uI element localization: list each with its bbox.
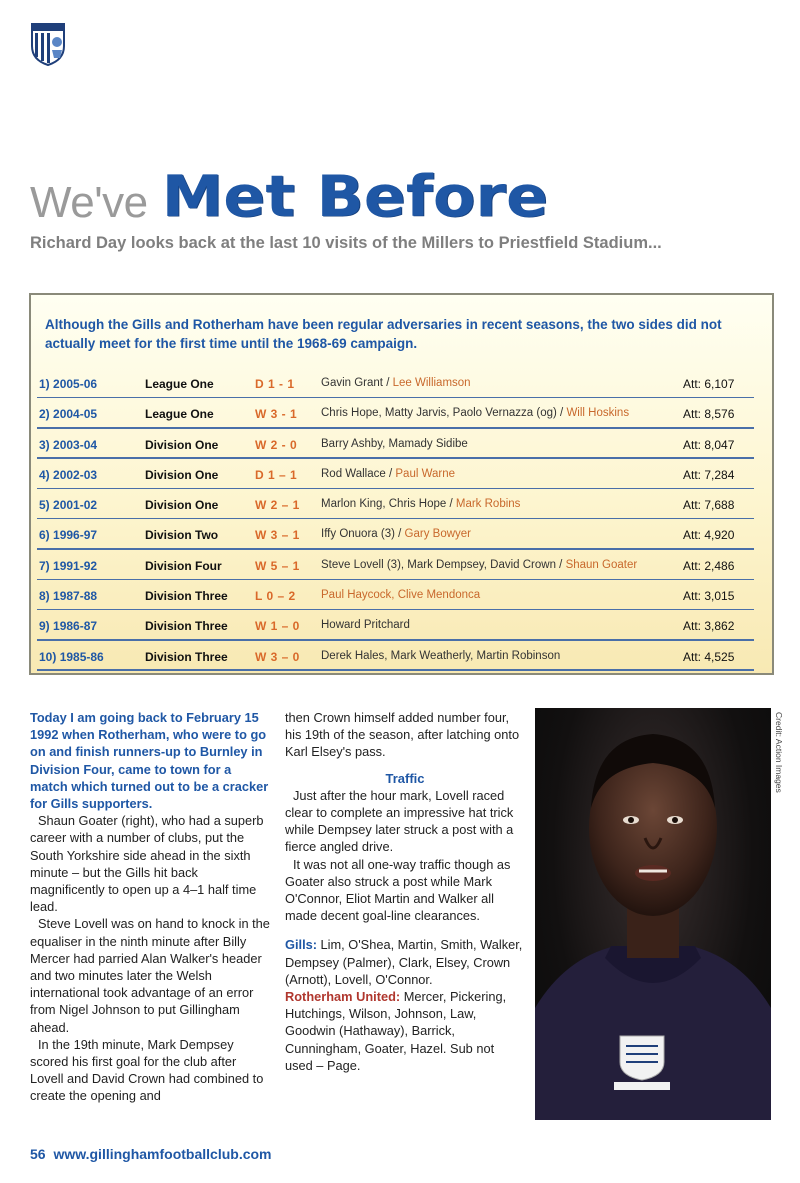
row-divider bbox=[37, 427, 754, 429]
match-row bbox=[31, 524, 772, 554]
gills-scorers: Derek Hales, Mark Weatherly, Martin Robinson bbox=[321, 649, 561, 662]
opponent-scorers: Mark Robins bbox=[455, 498, 521, 511]
match-scorers: Iffy Onuora (3) / Gary Bowyer bbox=[321, 528, 471, 541]
match-competition: Division One bbox=[145, 437, 219, 452]
match-season-text: 2005-06 bbox=[53, 377, 98, 391]
match-season bbox=[39, 650, 104, 664]
match-season bbox=[39, 377, 97, 391]
match-season bbox=[39, 438, 97, 452]
match-number: 5) bbox=[39, 498, 50, 513]
page-subtitle: Richard Day looks back at the last 10 visits of the Millers to Priestfield Stadium... bbox=[30, 234, 662, 252]
gills-scorers: Iffy Onuora (3) bbox=[321, 528, 395, 541]
match-competition: Division Two bbox=[145, 528, 219, 543]
match-number: 6) bbox=[39, 528, 50, 543]
article-column-1 bbox=[30, 709, 270, 1105]
match-number: 3) bbox=[39, 437, 50, 452]
match-attendance: Att: 3,862 bbox=[683, 619, 735, 634]
article-paragraph: then Crown himself added number four, his 19th of the season, after latching onto Karl Elsey's pass. bbox=[285, 710, 520, 760]
match-season bbox=[39, 528, 97, 542]
match-season-text: 2002-03 bbox=[53, 467, 98, 482]
match-result: L 0 – 2 bbox=[255, 589, 296, 604]
match-attendance: Att: 4,525 bbox=[683, 649, 735, 664]
gills-scorers: Chris Hope, Matty Jarvis, Paolo Vernazza (og) bbox=[321, 407, 557, 420]
page-number: 56 bbox=[30, 1146, 46, 1162]
gills-label: Gills: bbox=[285, 937, 317, 953]
match-row bbox=[31, 555, 772, 585]
results-list bbox=[31, 373, 772, 676]
match-result: D 1 – 1 bbox=[255, 467, 298, 482]
match-scorers bbox=[321, 438, 468, 450]
match-competition: League One bbox=[145, 377, 214, 391]
match-scorers: Chris Hope, Matty Jarvis, Paolo Vernazza (og) / Will Hoskins bbox=[321, 407, 630, 420]
match-attendance: Att: 7,688 bbox=[683, 498, 735, 513]
match-row bbox=[31, 434, 772, 464]
match-competition: Division Three bbox=[145, 649, 228, 664]
match-number: 7) bbox=[39, 558, 50, 573]
match-attendance: Att: 8,047 bbox=[683, 437, 735, 452]
player-photo bbox=[535, 708, 771, 1120]
page-footer bbox=[30, 1146, 272, 1162]
match-attendance: Att: 7,284 bbox=[683, 467, 735, 482]
match-competition: League One bbox=[145, 407, 214, 422]
match-season-text: 2003-04 bbox=[53, 437, 98, 452]
article-paragraph: Just after the hour mark, Lovell raced clear to complete an impressive hat trick while Dempsey later struck a post with a fierce angled drive. bbox=[285, 787, 514, 855]
photo-credit: Credit: Action Images bbox=[774, 712, 784, 793]
match-result: W 2 - 0 bbox=[255, 437, 298, 452]
article-paragraph: In the 19th minute, Mark Dempsey scored his first goal for the club after Lovell and David Crown had combined to create the opening and bbox=[30, 1036, 264, 1104]
match-attendance: Att: 3,015 bbox=[683, 589, 735, 604]
match-season bbox=[39, 559, 97, 573]
match-season bbox=[39, 589, 97, 603]
match-row bbox=[31, 585, 772, 615]
match-season bbox=[39, 619, 97, 633]
match-competition: Division Three bbox=[145, 619, 228, 634]
page-title bbox=[30, 145, 549, 230]
results-box bbox=[29, 293, 774, 675]
match-row bbox=[31, 464, 772, 494]
match-scorers bbox=[321, 650, 560, 662]
match-number: 8) bbox=[39, 589, 50, 604]
row-divider bbox=[37, 579, 754, 581]
box-intro: Although the Gills and Rotherham have been regular adversaries in recent seasons, the two sides did not actually meet for the first time until the 1968-69 campaign. bbox=[45, 317, 722, 351]
match-attendance: Att: 2,486 bbox=[683, 558, 735, 573]
match-row bbox=[31, 494, 772, 524]
gills-scorers: Gavin Grant bbox=[321, 377, 383, 389]
title-bold: Met Before bbox=[161, 162, 549, 230]
match-attendance: Att: 6,107 bbox=[683, 377, 735, 391]
match-season-text: 2004-05 bbox=[53, 407, 98, 422]
row-divider bbox=[37, 548, 754, 550]
gills-scorers: Rod Wallace bbox=[321, 467, 386, 480]
row-divider bbox=[37, 669, 754, 671]
match-row bbox=[31, 403, 772, 433]
gills-scorers: Marlon King, Chris Hope bbox=[321, 498, 447, 511]
match-row bbox=[31, 646, 772, 676]
match-attendance: Att: 8,576 bbox=[683, 407, 735, 422]
match-result: W 3 - 1 bbox=[255, 407, 298, 422]
opponent-scorers: Gary Bowyer bbox=[404, 528, 471, 541]
match-scorers bbox=[321, 619, 410, 631]
article-paragraph: Shaun Goater (right), who had a superb career with a number of clubs, put the South Yorkshire side ahead in the sixth minute – but the Gills hit back magnificently to open up a 4–1 half time lead. bbox=[30, 813, 264, 915]
match-season bbox=[39, 468, 97, 482]
match-row bbox=[31, 373, 772, 403]
rotherham-team: Mercer, Pickering, Hutchings, Wilson, Johnson, Law, Goodwin (Hathaway), Barrick, Cunningham, Goater, Hazel. Sub not used – Page. bbox=[285, 989, 507, 1073]
match-scorers: Marlon King, Chris Hope / Mark Robins bbox=[321, 498, 521, 511]
match-competition: Division One bbox=[145, 498, 219, 513]
match-attendance: Att: 4,920 bbox=[683, 528, 735, 543]
opponent-scorers: Lee Williamson bbox=[392, 377, 471, 389]
article-paragraph: Steve Lovell was on hand to knock in the equaliser in the ninth minute after Billy Mercer had parried Alan Walker's header and two minutes later the Welsh international took advantage of an error from Nigel Johnson to put Gillingham ahead. bbox=[30, 916, 270, 1035]
match-season-text: 1996-97 bbox=[53, 528, 98, 543]
gills-scorers: Steve Lovell (3), Mark Dempsey, David Crown bbox=[321, 558, 556, 571]
article-lead: Today I am going back to February 15 1992 when Rotherham, who were to go on and finish runners-up to Burnley in Division Four, came to town for a match which turned out to be a cracker for Gills supporters. bbox=[30, 710, 269, 812]
rotherham-label: Rotherham United: bbox=[285, 989, 401, 1005]
match-scorers: Gavin Grant / Lee Williamson bbox=[321, 377, 471, 389]
row-divider bbox=[37, 397, 754, 399]
row-divider bbox=[37, 518, 754, 520]
match-season-text: 1991-92 bbox=[53, 558, 98, 573]
match-scorers: Rod Wallace / Paul Warne bbox=[321, 467, 456, 480]
row-divider bbox=[37, 488, 754, 490]
match-season-text: 1987-88 bbox=[53, 589, 98, 604]
match-season bbox=[39, 407, 97, 421]
article-column-2 bbox=[285, 709, 525, 1074]
match-number: 9) bbox=[39, 619, 50, 634]
match-season-text: 2001-02 bbox=[53, 498, 98, 513]
gills-lineup bbox=[285, 936, 525, 988]
match-result: D 1 - 1 bbox=[255, 377, 295, 391]
club-crest-logo bbox=[30, 20, 66, 66]
gills-scorers: Barry Ashby, Mamady Sidibe bbox=[321, 437, 468, 450]
match-result: W 1 – 0 bbox=[255, 619, 300, 634]
match-season-text: 1985-86 bbox=[59, 649, 104, 664]
row-divider bbox=[37, 609, 754, 611]
gills-scorers: Howard Pritchard bbox=[321, 619, 410, 632]
row-divider bbox=[37, 639, 754, 641]
title-light: We've bbox=[30, 178, 148, 227]
match-scorers bbox=[321, 589, 480, 601]
match-season bbox=[39, 498, 97, 512]
row-divider bbox=[37, 457, 754, 459]
opponent-scorers: Shaun Goater bbox=[565, 558, 638, 571]
match-competition: Division One bbox=[145, 467, 219, 482]
footer-url[interactable]: www.gillinghamfootballclub.com bbox=[53, 1146, 272, 1162]
match-number: 2) bbox=[39, 407, 50, 422]
match-scorers: Steve Lovell (3), Mark Dempsey, David Crown / Shaun Goater bbox=[321, 558, 638, 571]
article-subhead: Traffic bbox=[385, 770, 425, 786]
opponent-scorers: Will Hoskins bbox=[566, 407, 630, 420]
opponent-scorers: Paul Haycock, Clive Mendonca bbox=[321, 589, 481, 602]
match-season-text: 1986-87 bbox=[53, 619, 98, 634]
match-competition: Division Four bbox=[145, 558, 222, 573]
match-number: 1) bbox=[39, 377, 50, 391]
match-result: W 3 – 0 bbox=[255, 649, 300, 664]
match-result: W 5 – 1 bbox=[255, 558, 300, 573]
gills-team: Lim, O'Shea, Martin, Smith, Walker, Dempsey (Palmer), Clark, Elsey, Crown (Arnott), Lovell, O'Connor. bbox=[285, 937, 523, 987]
match-number: 10) bbox=[39, 649, 57, 664]
match-row bbox=[31, 615, 772, 645]
match-result: W 3 – 1 bbox=[255, 528, 300, 543]
article-paragraph: It was not all one-way traffic though as Goater also struck a post while Mark O'Connor, Eliot Martin and Walker all made decent goal-line clearances. bbox=[285, 856, 511, 924]
match-competition: Division Three bbox=[145, 589, 228, 604]
match-result: W 2 – 1 bbox=[255, 498, 300, 513]
opponent-scorers: Paul Warne bbox=[395, 467, 456, 480]
match-number: 4) bbox=[39, 467, 50, 482]
rotherham-lineup bbox=[285, 988, 525, 1074]
